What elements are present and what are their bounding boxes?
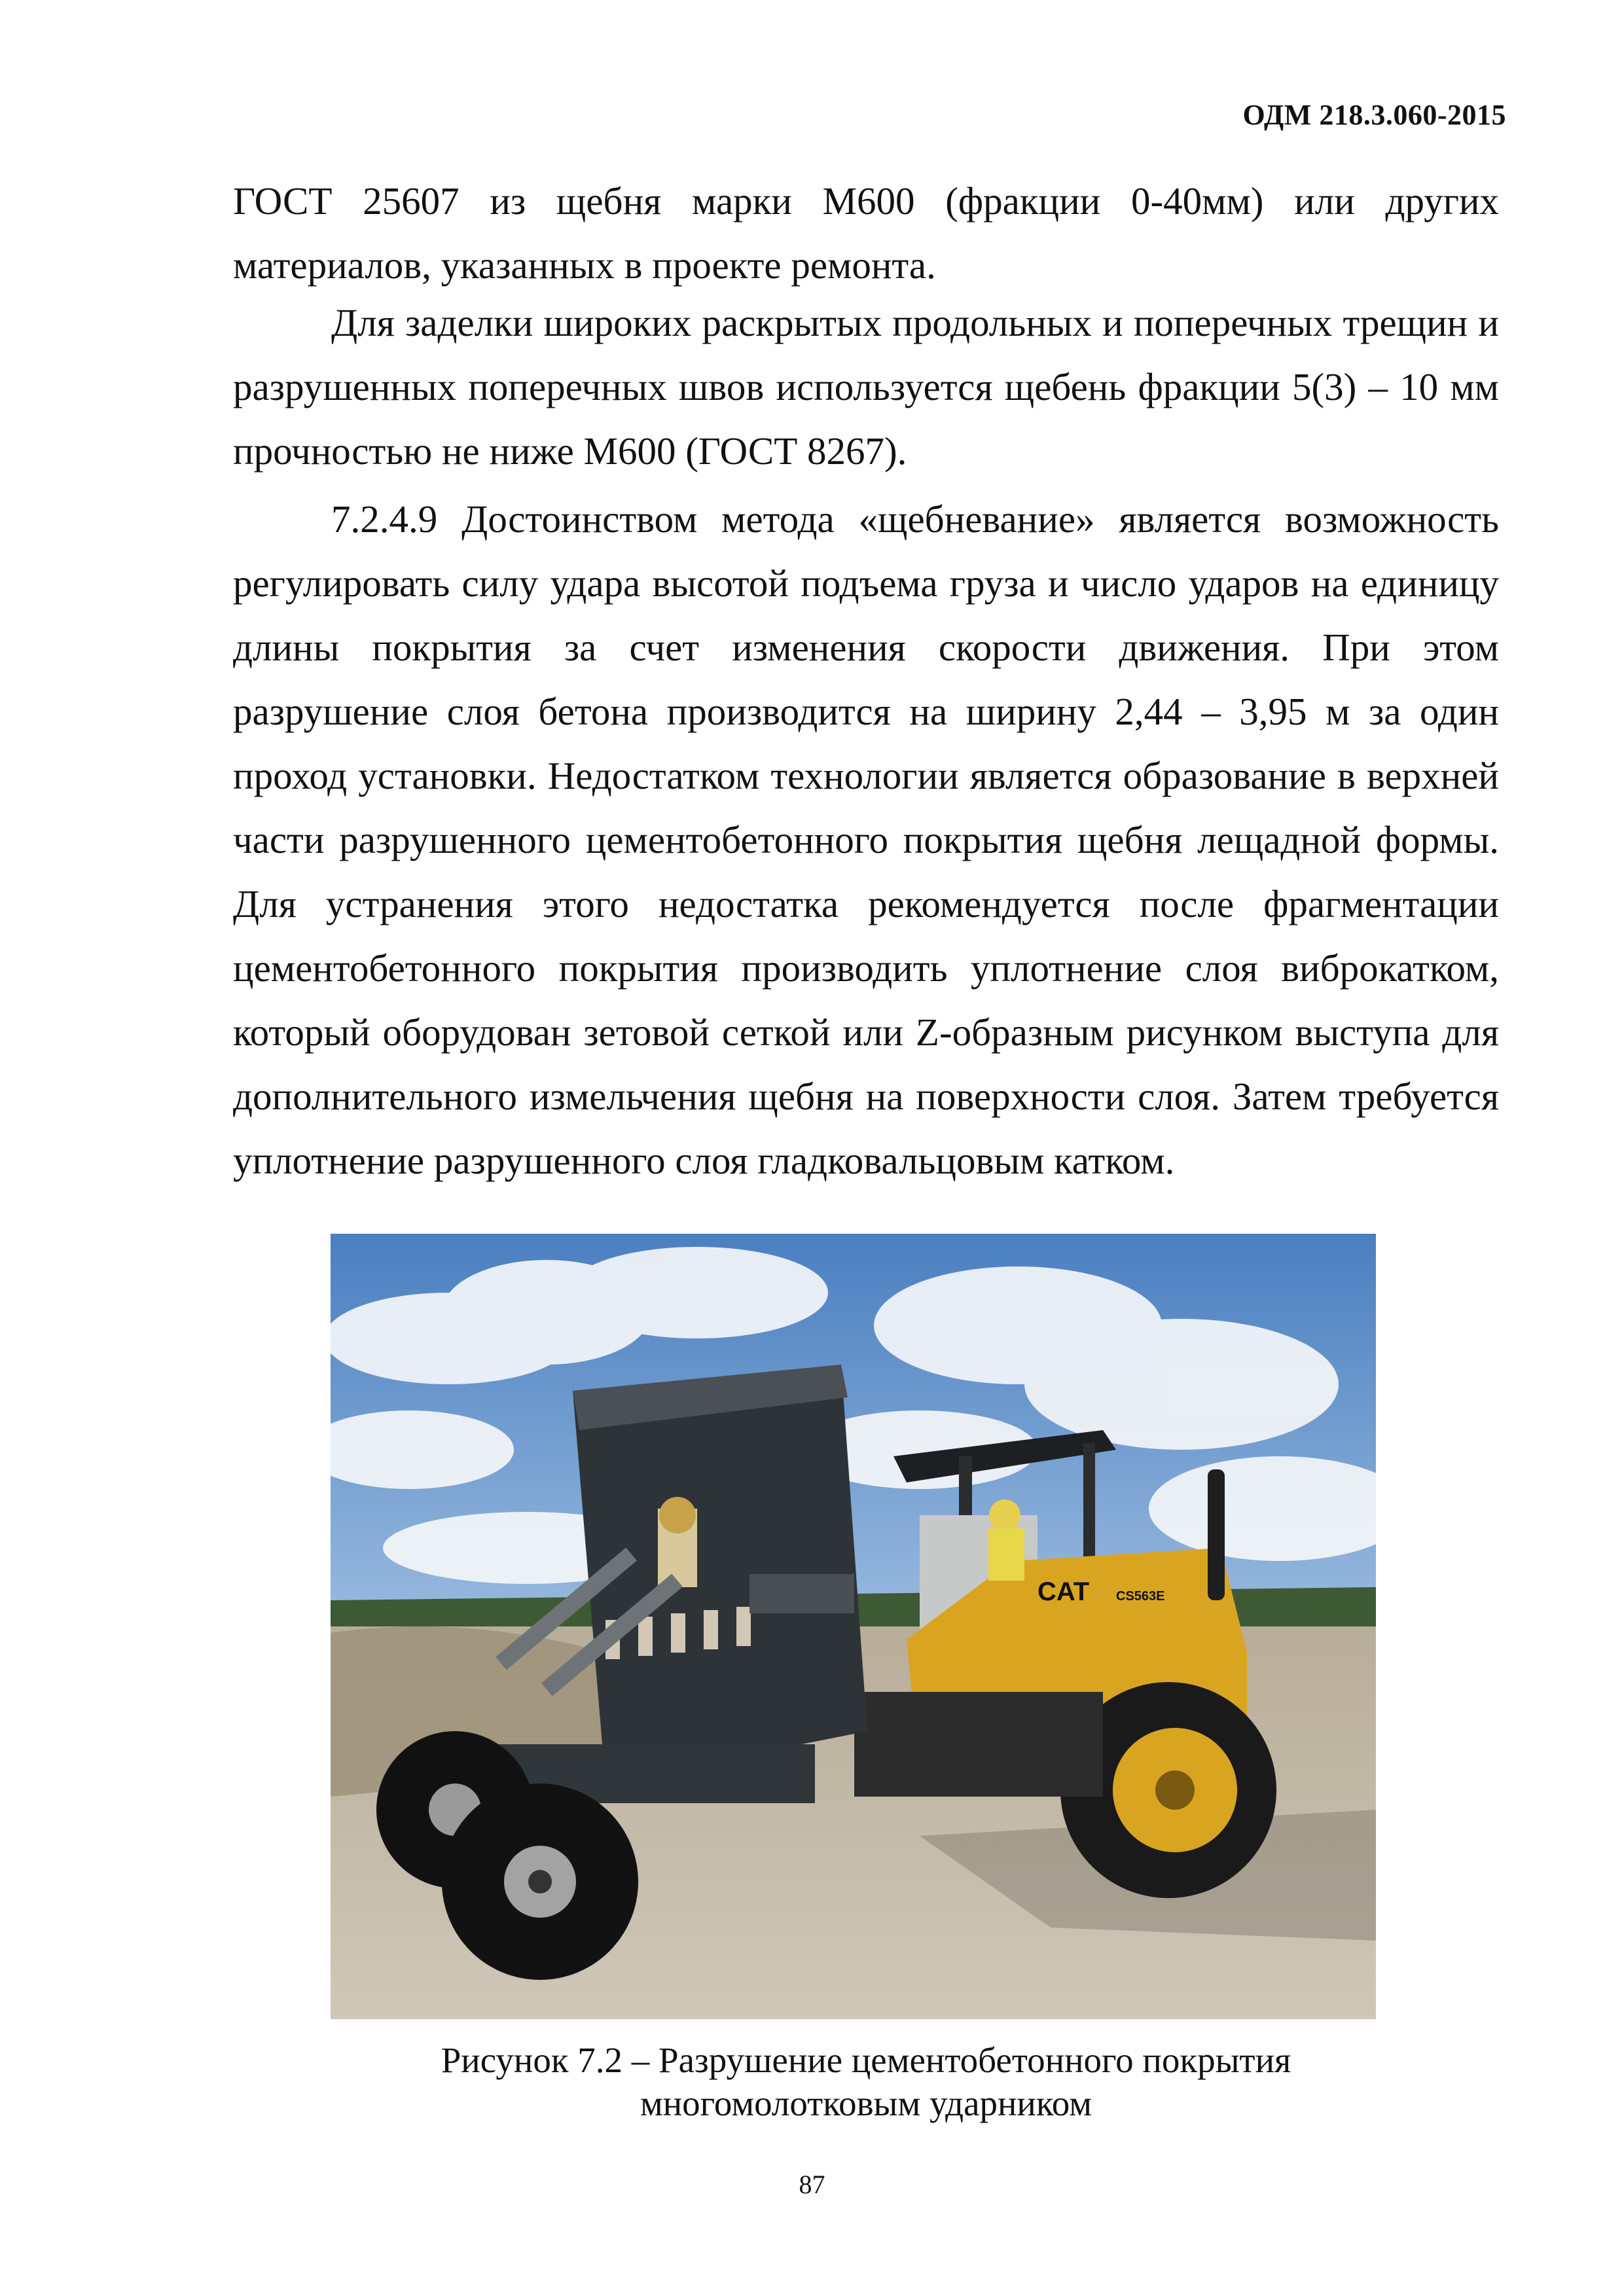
body-text [233, 169, 1499, 297]
hammer-breaker-photo [331, 1234, 1376, 2019]
document-code-header: ОДМ 218.3.060-2015 [1242, 99, 1506, 131]
body-text-3 [233, 487, 1499, 1193]
paragraph-3: 7.2.4.9 Достоинством метода «щебневание» является возможность регулировать силу удара высотой подъема груза и число ударов на единицу длины покрытия за счет изменения скорости движения. При этом разрушение слоя бетона производится на ширину 2,44 – 3,95 м за один проход установки. Недостатком технологии является образование в верхней части разрушенного цементобетонного покрытия щебня лещадной формы. Для устранения этого недостатка рекомендуется после фрагментации цементобетонного покрытия производить уплотнение слоя виброкатком, который оборудован зетовой сеткой или Z-образным рисунком выступа для дополнительного измельчения щебня на поверхности слоя. Затем требуется уплотнение разрушенного слоя гладковальцовым катком. [233, 497, 1499, 1182]
page-number: 87 [799, 2170, 825, 2199]
brand-label: CAT [1038, 1577, 1090, 1606]
paragraph-2: Для заделки широких раскрытых продольных и поперечных трещин и разрушенных поперечных швов используется щебень фракции 5(3) – 10 мм прочностью не ниже М600 (ГОСТ 8267). [233, 301, 1499, 473]
caption-line-1: Рисунок 7.2 – Разрушение цементобетонного покрытия [441, 2040, 1291, 2080]
body-text-2 [233, 291, 1499, 483]
figure-caption [233, 2039, 1499, 2125]
model-label: CS563E [1116, 1589, 1165, 1604]
paragraph-1: ГОСТ 25607 из щебня марки М600 (фракции 0-40мм) или других материалов, указанных в проекте ремонта. [233, 179, 1499, 287]
figure-photo [331, 1234, 1376, 2019]
caption-line-2: многомолотковым ударником [640, 2083, 1092, 2123]
